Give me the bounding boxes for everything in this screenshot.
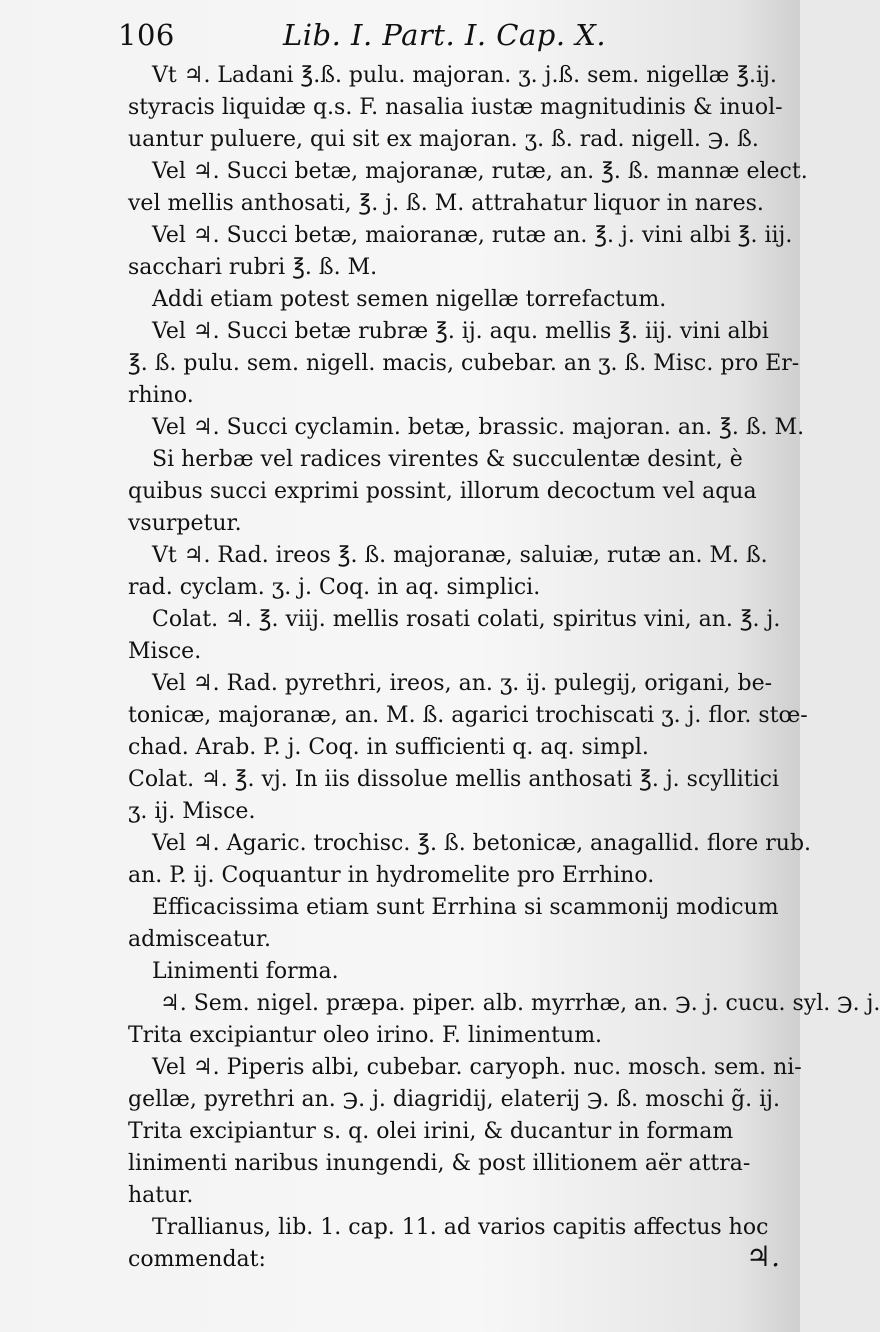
text-line: Vt ♃. Rad. ireos ℥. ß. majoranæ, saluiæ, rutæ an. M. ß. bbox=[152, 543, 768, 568]
section-heading: Linimenti forma. bbox=[152, 959, 339, 984]
text-line: Vt ♃. Ladani ℥.ß. pulu. majoran. ʒ. j.ß. sem. nigellæ ℥.ij. bbox=[152, 63, 777, 88]
text-line: Vel ♃. Succi cyclamin. betæ, brassic. majoran. an. ℥. ß. M. bbox=[152, 415, 805, 440]
text-line: vel mellis anthosati, ℥. j. ß. M. attrahatur liquor in nares. bbox=[128, 191, 764, 216]
text-line: Misce. bbox=[128, 639, 202, 664]
text-line: Vel ♃. Succi betæ, maioranæ, rutæ an. ℥. j. vini albi ℥. iij. bbox=[152, 223, 793, 248]
text-line: ℥. ß. pulu. sem. nigell. macis, cubebar. an ʒ. ß. Misc. pro Er- bbox=[128, 351, 800, 376]
text-line: rad. cyclam. ʒ. j. Coq. in aq. simplici. bbox=[128, 575, 541, 600]
text-line: commendat: bbox=[128, 1247, 266, 1272]
catchword: ♃. bbox=[745, 1240, 780, 1273]
body-text bbox=[128, 60, 880, 1276]
text-line: an. P. ij. Coquantur in hydromelite pro Errhino. bbox=[128, 863, 655, 888]
text-line: Trita excipiantur s. q. olei irini, & ducantur in formam bbox=[128, 1119, 734, 1144]
running-title: Lib. I. Part. I. Cap. X. bbox=[283, 18, 607, 52]
text-line: gellæ, pyrethri an. ℈. j. diagridij, elaterij ℈. ß. moschi g̃. ij. bbox=[128, 1087, 780, 1112]
text-line: Trita excipiantur oleo irino. F. linimentum. bbox=[128, 1023, 603, 1048]
text-line: admisceatur. bbox=[128, 927, 271, 952]
text-line: Colat. ♃. ℥. viij. mellis rosati colati, spiritus vini, an. ℥. j. bbox=[152, 607, 781, 632]
text-line: linimenti naribus inungendi, & post illitionem aër attra- bbox=[128, 1151, 751, 1176]
text-line: Addi etiam potest semen nigellæ torrefactum. bbox=[152, 287, 667, 312]
text-line: uantur puluere, qui sit ex majoran. ʒ. ß. rad. nigell. ℈. ß. bbox=[128, 127, 759, 152]
page-number: 106 bbox=[118, 18, 175, 52]
text-line: Colat. ♃. ℥. vj. In iis dissolue mellis anthosati ℥. j. scyllitici bbox=[128, 767, 780, 792]
text-line: ♃. Sem. nigel. præpa. piper. alb. myrrhæ, an. ℈. j. cucu. syl. ℈. j. bbox=[160, 991, 880, 1016]
text-line: tonicæ, majoranæ, an. M. ß. agarici trochiscati ʒ. j. flor. stœ- bbox=[128, 703, 808, 728]
text-line: Vel ♃. Rad. pyrethri, ireos, an. ʒ. ij. pulegij, origani, be- bbox=[152, 671, 773, 696]
text-line: styracis liquidæ q.s. F. nasalia iustæ magnitudinis & inuol- bbox=[128, 95, 783, 120]
text-line: Trallianus, lib. 1. cap. 11. ad varios capitis affectus hoc bbox=[152, 1215, 769, 1240]
text-line: Vel ♃. Succi betæ rubræ ℥. ij. aqu. mellis ℥. iij. vini albi bbox=[152, 319, 769, 344]
text-line: vsurpetur. bbox=[128, 511, 242, 536]
text-line: Vel ♃. Agaric. trochisc. ℥. ß. betonicæ, anagallid. flore rub. bbox=[152, 831, 812, 856]
running-header bbox=[118, 18, 738, 58]
text-line: sacchari rubri ℥. ß. M. bbox=[128, 255, 378, 280]
text-line: rhino. bbox=[128, 383, 194, 408]
text-line: Si herbæ vel radices virentes & succulentæ desint, è bbox=[152, 447, 743, 472]
text-line: quibus succi exprimi possint, illorum decoctum vel aqua bbox=[128, 479, 757, 504]
text-line: Vel ♃. Piperis albi, cubebar. caryoph. nuc. mosch. sem. ni- bbox=[152, 1055, 802, 1080]
text-line: Vel ♃. Succi betæ, majoranæ, rutæ, an. ℥. ß. mannæ elect. bbox=[152, 159, 808, 184]
text-line: chad. Arab. P. j. Coq. in sufficienti q. aq. simpl. bbox=[128, 735, 649, 760]
text-line: hatur. bbox=[128, 1183, 194, 1208]
text-line: Efficacissima etiam sunt Errhina si scammonij modicum bbox=[152, 895, 779, 920]
text-line: ʒ. ij. Misce. bbox=[128, 799, 256, 824]
